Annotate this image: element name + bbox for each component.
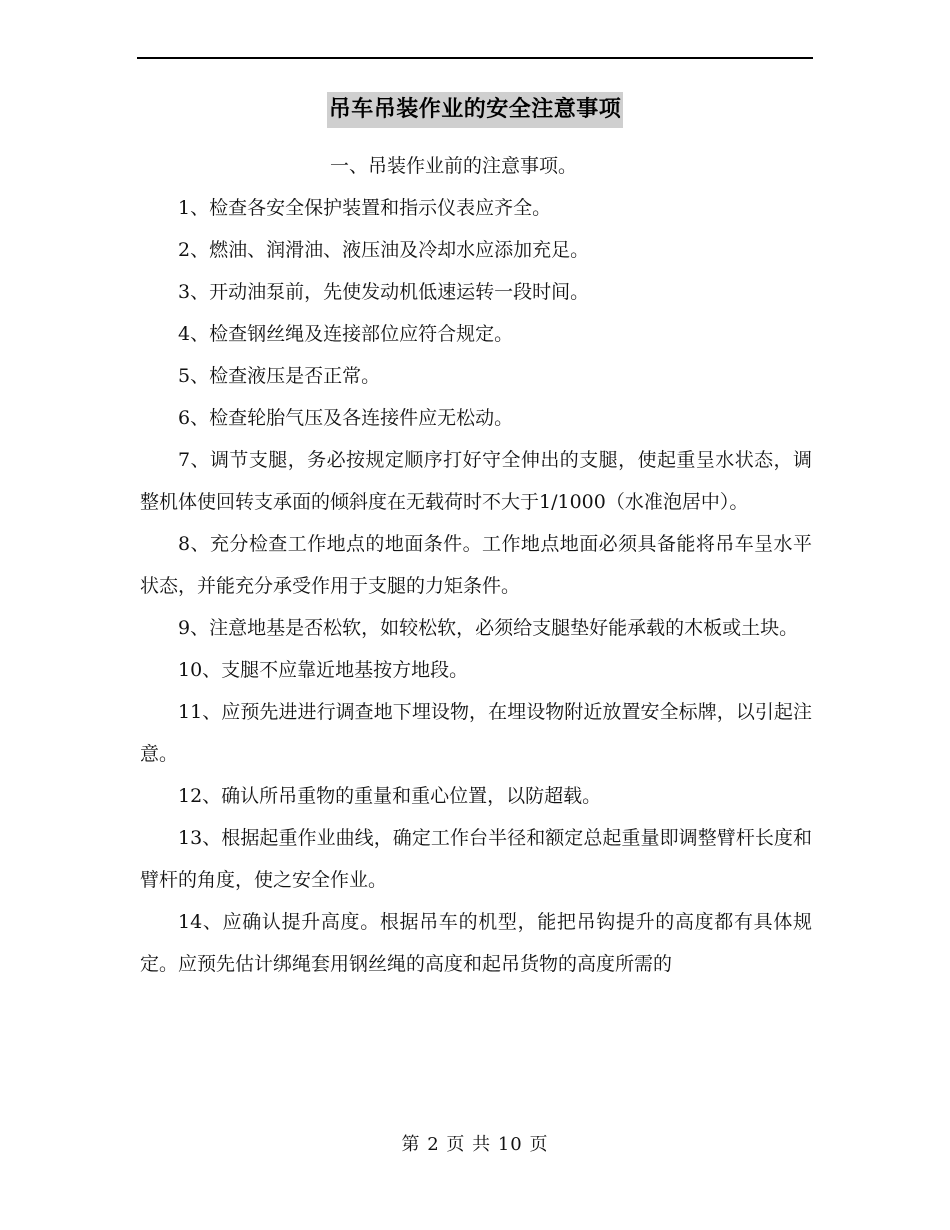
list-item-9: 9、注意地基是否松软，如较松软，必须给支腿垫好能承载的木板或土块。 <box>178 617 799 639</box>
list-item-1: 1、检查各安全保护装置和指示仪表应齐全。 <box>178 197 552 219</box>
list-item-2: 2、燃油、润滑油、液压油及冷却水应添加充足。 <box>178 239 590 261</box>
document-body <box>140 145 812 985</box>
header-rule <box>137 57 813 59</box>
list-item-13: 13、根据起重作业曲线，确定工作台半径和额定总起重量即调整臂杆长度和臂杆的角度，使之安全作业。 <box>140 827 812 891</box>
list-item-4: 4、检查钢丝绳及连接部位应符合规定。 <box>178 323 514 345</box>
list-item-7: 7、调节支腿，务必按规定顺序打好守全伸出的支腿，使起重呈水状态，调整机体使回转支承面的倾斜度在无载荷时不大于1/1000（水准泡居中）。 <box>140 449 812 513</box>
list-item-10: 10、支腿不应靠近地基按方地段。 <box>178 659 469 681</box>
list-item-12: 12、确认所吊重物的重量和重心位置，以防超载。 <box>178 785 602 807</box>
page-number-footer: 第 2 页 共 10 页 <box>401 1134 549 1155</box>
list-item-6: 6、检查轮胎气压及各连接件应无松动。 <box>178 407 514 429</box>
list-item-3: 3、开动油泵前，先使发动机低速运转一段时间。 <box>178 281 590 303</box>
document-title: 吊车吊装作业的安全注意事项 <box>327 92 624 128</box>
section-heading: 一、吊装作业前的注意事项。 <box>330 155 578 177</box>
list-item-14: 14、应确认提升高度。根据吊车的机型，能把吊钩提升的高度都有具体规定。应预先估计绑绳套用钢丝绳的高度和起吊货物的高度所需的 <box>140 911 812 975</box>
list-item-11: 11、应预先进进行调查地下埋设物，在埋设物附近放置安全标牌，以引起注意。 <box>140 701 812 765</box>
list-item-5: 5、检查液压是否正常。 <box>178 365 381 387</box>
title-container <box>0 92 950 128</box>
list-item-8: 8、充分检查工作地点的地面条件。工作地点地面必须具备能将吊车呈水平状态，并能充分承受作用于支腿的力矩条件。 <box>140 533 812 597</box>
